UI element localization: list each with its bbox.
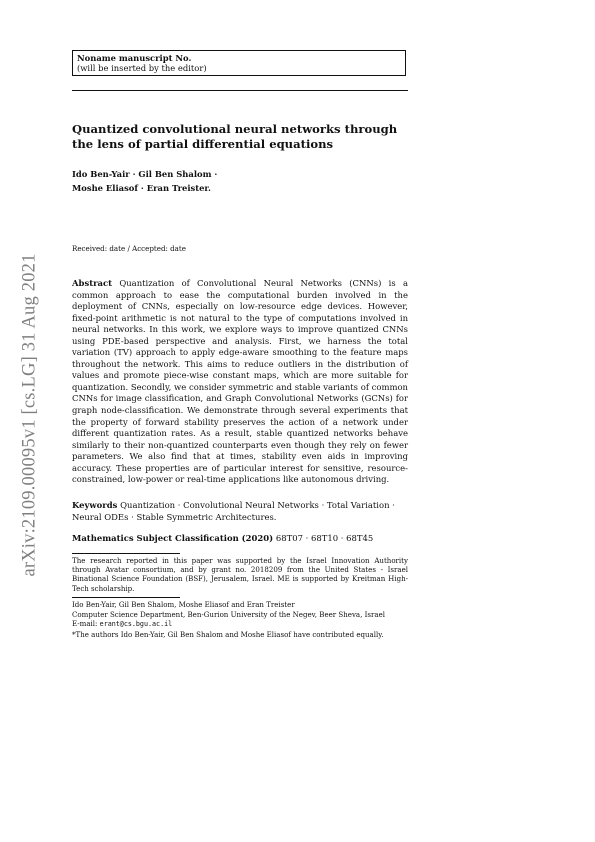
footnote-rule-1 [72, 553, 180, 554]
email-address[interactable]: erant@cs.bgu.ac.il [99, 620, 173, 629]
abstract-label: Abstract [72, 278, 113, 288]
keywords [72, 500, 408, 523]
footnote-rule-2 [72, 597, 180, 598]
affiliation-dept: Computer Science Department, Ben-Gurion University of the Negev, Beer Sheva, Israel [72, 610, 385, 620]
affiliation-names: Ido Ben-Yair, Gil Ben Shalom, Moshe Eliasof and Eran Treister [72, 600, 295, 609]
msc-label: Mathematics Subject Classification (2020) [72, 533, 274, 543]
keywords-text: Quantization · Convolutional Neural Networks · Total Variation · Neural ODEs · Stable Symmetric Architectures. [72, 500, 395, 522]
manuscript-number: Noname manuscript No. [77, 53, 192, 63]
paper-title [72, 122, 408, 152]
arxiv-stamp [12, 230, 48, 600]
msc-codes: 68T07 · 68T10 · 68T45 [275, 533, 374, 543]
header-rule [72, 90, 408, 91]
abstract-text: Quantization of Convolutional Neural Networks (CNNs) is a common approach to ease the computational burden involved in the deployment of CNNs, especially on low-resource edge devices. However, fixed-point arithmetic is not natural to the type of computations involved in neural networks. In this work, we explore ways to improve quantized CNNs using PDE-based perspective and analysis. First, we harness the total variation (TV) approach to apply edge-aware smoothing to the feature maps throughout the network. This aims to reduce outliers in the distribution of values and promote piece-wise constant maps, which are more suitable for quantization. Secondly, we consider symmetric and stable variants of common CNNs for image classification, and Graph Convolutional Networks (GCNs) for graph node-classification. We demonstrate through several experiments that the property of forward stability preserves the action of a network under different quantization rates. As a result, stable quantized networks behave similarly to their non-quantized counterparts even though they rely on fewer parameters. We also find that at times, stability even aids in improving accuracy. These properties are of particular interest for sensitive, resource-constrained, low-power or real-time applications like autonomous driving. [72, 278, 408, 485]
title-line-2: the lens of partial differential equations [72, 137, 334, 151]
received-date: Received: date / Accepted: date [72, 244, 186, 253]
abstract [72, 278, 408, 486]
keywords-label: Keywords [72, 500, 118, 510]
author-list [72, 168, 408, 195]
affiliation-email-line [72, 619, 408, 629]
funding-footnote: The research reported in this paper was supported by the Israel Innovation Authority through Avatar consortium, and by grant no. 2018209 from the United States - Israel Binational Science Foundation (BSF), Jerusalem, Israel. ME is supported by Kreitman High-Tech scholarship. [72, 556, 408, 593]
equal-contribution-note: *The authors Ido Ben-Yair, Gil Ben Shalom and Moshe Eliasof have contributed equally. [72, 629, 384, 639]
math-subject-classification [72, 533, 408, 545]
authors-line-2: Moshe Eliasof · Eran Treister. [72, 182, 211, 193]
arxiv-stamp-text: arXiv:2109.00095v1 [cs.LG] 31 Aug 2021 [19, 253, 40, 577]
affiliation-block [72, 600, 408, 639]
authors-line-1: Ido Ben-Yair · Gil Ben Shalom · [72, 169, 218, 179]
title-line-1: Quantized convolutional neural networks through [72, 122, 398, 136]
manuscript-header-box [72, 50, 406, 76]
manuscript-editor-note: (will be inserted by the editor) [77, 63, 207, 73]
email-label: E-mail: [72, 619, 98, 629]
